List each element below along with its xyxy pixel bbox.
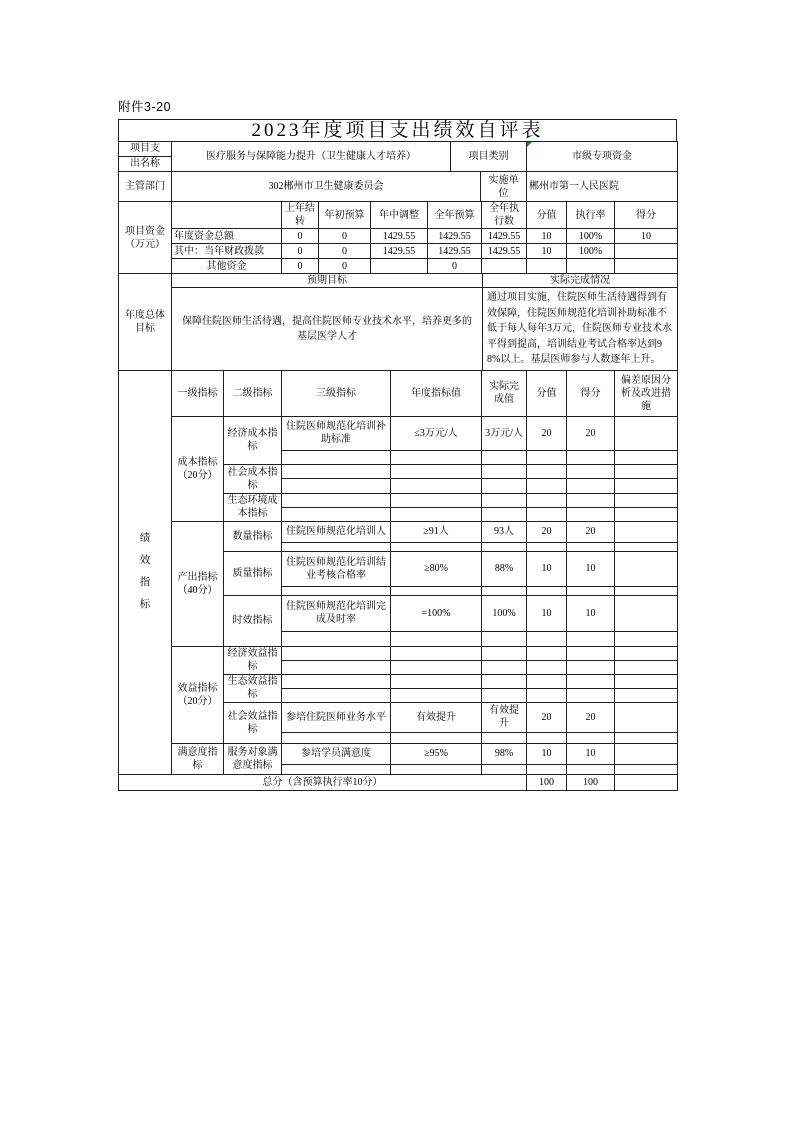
empty-cell xyxy=(391,586,482,595)
funding-cell: 1429.55 xyxy=(428,244,482,259)
score-max-cell: 20 xyxy=(527,416,567,450)
funding-cell: 10 xyxy=(527,229,567,244)
empty-cell xyxy=(482,660,527,674)
level2-indicator-timeliness: 时效指标 xyxy=(224,595,282,646)
annual-target-cell: ≥95% xyxy=(391,743,482,764)
empty-cell xyxy=(527,586,567,595)
funding-cell: 0 xyxy=(282,229,319,244)
actual-value-cell: 100% xyxy=(482,595,527,631)
empty-cell xyxy=(615,586,678,595)
empty-cell xyxy=(567,478,615,493)
score-earned-cell: 20 xyxy=(567,521,615,542)
empty-cell xyxy=(615,450,678,464)
empty-cell xyxy=(527,464,567,478)
empty-cell xyxy=(282,450,391,464)
empty-cell xyxy=(527,674,567,688)
funding-table xyxy=(118,201,678,274)
score-max-cell: 10 xyxy=(527,743,567,764)
empty-cell xyxy=(615,646,678,660)
score-earned-cell: 10 xyxy=(567,595,615,631)
perf-col-header-level3: 三级指标 xyxy=(282,370,391,416)
empty-cell xyxy=(391,493,482,507)
empty-cell xyxy=(567,660,615,674)
empty-cell xyxy=(527,478,567,493)
empty-cell xyxy=(615,507,678,521)
empty-cell xyxy=(567,646,615,660)
empty-cell xyxy=(391,660,482,674)
level3-indicator-cell: 住院医师规范化培训结业考核合格率 xyxy=(282,551,391,586)
funding-cell: 1429.55 xyxy=(482,244,527,259)
empty-cell xyxy=(615,732,678,743)
empty-cell xyxy=(567,507,615,521)
empty-cell xyxy=(482,450,527,464)
funding-cell: 1429.55 xyxy=(428,229,482,244)
level2-indicator-env-benefit: 生态效益指标 xyxy=(224,674,282,702)
empty-cell xyxy=(527,688,567,702)
empty-cell xyxy=(615,478,678,493)
project-name-label-line2: 出名称 xyxy=(130,158,160,169)
perf-section-label-text: 绩效指标 xyxy=(139,533,151,610)
funding-col-header-carryover: 上年结转 xyxy=(282,202,319,229)
funding-col-header-annual-budget: 全年预算 xyxy=(428,202,482,229)
project-name-label xyxy=(119,142,172,172)
deviation-cell xyxy=(615,551,678,586)
empty-cell xyxy=(482,732,527,743)
score-max-cell: 20 xyxy=(527,521,567,542)
empty-cell xyxy=(527,764,567,774)
funding-cell: 10 xyxy=(527,244,567,259)
perf-col-header-score-max: 分值 xyxy=(527,370,567,416)
empty-cell xyxy=(391,674,482,688)
perf-col-header-annual-target: 年度指标值 xyxy=(391,370,482,416)
deviation-cell xyxy=(615,774,678,790)
annual-target-cell: 有效提升 xyxy=(391,702,482,732)
empty-cell xyxy=(391,464,482,478)
empty-cell xyxy=(527,732,567,743)
funding-cell: 10 xyxy=(615,229,678,244)
unit-label: 实施单位 xyxy=(481,172,527,202)
score-earned-cell: 10 xyxy=(567,551,615,586)
funding-cell xyxy=(371,259,428,274)
deviation-cell xyxy=(615,416,678,450)
empty-cell xyxy=(567,674,615,688)
empty-cell xyxy=(527,507,567,521)
annual-target-cell: ≤3万元/人 xyxy=(391,416,482,450)
level2-indicator-quality: 质量指标 xyxy=(224,551,282,595)
performance-table xyxy=(118,370,678,791)
level2-indicator-eco-cost: 经济成本指标 xyxy=(224,416,282,464)
total-row-label: 总分（含预算执行率10分） xyxy=(119,774,527,790)
empty-cell xyxy=(391,542,482,551)
annual-target-cell: ≥80% xyxy=(391,551,482,586)
empty-cell xyxy=(567,631,615,646)
empty-cell xyxy=(482,493,527,507)
empty-cell xyxy=(527,631,567,646)
empty-cell xyxy=(482,688,527,702)
deviation-cell xyxy=(615,702,678,732)
empty-cell xyxy=(282,464,391,478)
actual-goal-text: 通过项目实施，住院医师生活待遇得到有效保障，住院医师规范化培训补助标准不低于每人每年3万元，住院医师专业技术水平得到提高，培训结业考试合格率达到98%以上。基层医师参与人数逐年上升。 xyxy=(483,288,678,371)
form-title: 2023年度项目支出绩效自评表 xyxy=(118,119,677,142)
funding-section-label: 项目资金（万元） xyxy=(119,202,172,274)
funding-cell: 0 xyxy=(282,244,319,259)
empty-cell xyxy=(482,631,527,646)
empty-cell xyxy=(527,450,567,464)
actual-value-cell: 93人 xyxy=(482,521,527,542)
empty-cell xyxy=(482,542,527,551)
funding-cell: 0 xyxy=(282,259,319,274)
empty-cell xyxy=(567,493,615,507)
funding-cell: 0 xyxy=(319,244,371,259)
level1-indicator-satisfaction: 满意度指标 xyxy=(172,743,224,774)
attachment-label: 附件3-20 xyxy=(118,100,172,114)
empty-cell xyxy=(391,507,482,521)
empty-cell xyxy=(615,542,678,551)
funding-row-label-total: 年度资金总额 xyxy=(172,229,282,244)
funding-row-label-other: 其他资金 xyxy=(172,259,282,274)
empty-cell xyxy=(482,764,527,774)
funding-cell xyxy=(482,259,527,274)
empty-cell xyxy=(391,478,482,493)
deviation-cell xyxy=(615,595,678,631)
empty-cell xyxy=(482,478,527,493)
empty-cell xyxy=(567,450,615,464)
empty-cell xyxy=(172,202,282,229)
empty-cell xyxy=(567,688,615,702)
level3-indicator-cell: 参培学员满意度 xyxy=(282,743,391,764)
level3-indicator-cell: 住院医师规范化培训补助标准 xyxy=(282,416,391,450)
empty-cell xyxy=(482,464,527,478)
empty-cell xyxy=(527,542,567,551)
empty-cell xyxy=(282,764,391,774)
funding-col-header-score-max: 分值 xyxy=(527,202,567,229)
perf-col-header-deviation: 偏差原因分析及改进措施 xyxy=(615,370,678,416)
actual-value-cell: 98% xyxy=(482,743,527,764)
funding-cell xyxy=(567,259,615,274)
empty-cell xyxy=(615,764,678,774)
funding-col-header-execution-rate: 执行率 xyxy=(567,202,615,229)
funding-cell: 0 xyxy=(319,259,371,274)
empty-cell xyxy=(527,646,567,660)
score-earned-cell: 10 xyxy=(567,743,615,764)
perf-col-header-score: 得分 xyxy=(567,370,615,416)
level3-indicator-cell: 参培住院医师业务水平 xyxy=(282,702,391,732)
level2-indicator-eco-env-cost: 生态环境成本指标 xyxy=(224,493,282,521)
empty-cell xyxy=(282,688,391,702)
empty-cell xyxy=(282,631,391,646)
green-triangle-marker xyxy=(527,142,532,147)
level1-indicator-output: 产出指标（40分） xyxy=(172,521,224,646)
funding-cell: 100% xyxy=(567,244,615,259)
empty-cell xyxy=(391,631,482,646)
project-category-text: 市级专项资金 xyxy=(572,151,632,162)
level2-indicator-social-benefit: 社会效益指标 xyxy=(224,702,282,743)
level1-indicator-benefit: 效益指标（20分） xyxy=(172,646,224,743)
dept-label: 主管部门 xyxy=(119,172,172,202)
empty-cell xyxy=(282,586,391,595)
perf-col-header-level2: 二级指标 xyxy=(224,370,282,416)
score-max-cell: 10 xyxy=(527,551,567,586)
score-earned-cell: 20 xyxy=(567,416,615,450)
funding-cell: 1429.55 xyxy=(371,229,428,244)
empty-cell xyxy=(567,542,615,551)
funding-col-header-midyear-adjust: 年中调整 xyxy=(371,202,428,229)
funding-cell xyxy=(527,259,567,274)
empty-cell xyxy=(391,688,482,702)
empty-cell xyxy=(391,450,482,464)
funding-col-header-annual-executed: 全年执行数 xyxy=(482,202,527,229)
funding-cell: 1429.55 xyxy=(482,229,527,244)
empty-cell xyxy=(482,586,527,595)
dept-value: 302郴州市卫生健康委员会 xyxy=(172,172,481,202)
info-table xyxy=(118,141,678,202)
empty-cell xyxy=(282,674,391,688)
funding-cell: 0 xyxy=(428,259,482,274)
project-category-label: 项目类别 xyxy=(451,142,527,172)
deviation-cell xyxy=(615,743,678,764)
empty-cell xyxy=(482,507,527,521)
total-earned-cell: 100 xyxy=(567,774,615,790)
unit-value: 郴州市第一人民医院 xyxy=(527,172,678,202)
score-max-cell: 20 xyxy=(527,702,567,732)
perf-col-header-level1: 一级指标 xyxy=(172,370,224,416)
annual-target-cell: =100% xyxy=(391,595,482,631)
level3-indicator-cell: 住院医师规范化培训人 xyxy=(282,521,391,542)
project-name-value: 医疗服务与保障能力提升（卫生健康人才培养） xyxy=(172,142,451,172)
goal-section-label: 年度总体目标 xyxy=(119,274,172,371)
empty-cell xyxy=(567,464,615,478)
score-max-cell: 10 xyxy=(527,595,567,631)
empty-cell xyxy=(615,688,678,702)
funding-cell: 1429.55 xyxy=(371,244,428,259)
deviation-cell xyxy=(615,521,678,542)
funding-cell: 100% xyxy=(567,229,615,244)
empty-cell xyxy=(391,646,482,660)
project-name-label-line1: 项目支 xyxy=(119,142,171,157)
funding-cell: 0 xyxy=(319,229,371,244)
empty-cell xyxy=(567,764,615,774)
score-earned-cell: 20 xyxy=(567,702,615,732)
goal-table xyxy=(118,273,678,371)
empty-cell xyxy=(615,493,678,507)
actual-value-cell: 3万元/人 xyxy=(482,416,527,450)
empty-cell xyxy=(282,493,391,507)
expected-goal-header: 预期目标 xyxy=(172,274,483,288)
empty-cell xyxy=(282,646,391,660)
actual-value-cell: 88% xyxy=(482,551,527,586)
expected-goal-text: 保障住院医师生活待遇，提高住院医师专业技术水平，培养更多的基层医学人才 xyxy=(172,288,483,371)
empty-cell xyxy=(615,674,678,688)
level2-indicator-social-cost: 社会成本指标 xyxy=(224,464,282,493)
total-score-cell: 100 xyxy=(527,774,567,790)
empty-cell xyxy=(282,732,391,743)
annual-target-cell: ≥91人 xyxy=(391,521,482,542)
empty-cell xyxy=(482,674,527,688)
level2-indicator-service-satisfaction: 服务对象满意度指标 xyxy=(224,743,282,774)
empty-cell xyxy=(282,478,391,493)
empty-cell xyxy=(527,493,567,507)
funding-col-header-score: 得分 xyxy=(615,202,678,229)
actual-value-cell: 有效提升 xyxy=(482,702,527,732)
empty-cell xyxy=(527,660,567,674)
empty-cell xyxy=(282,507,391,521)
level2-indicator-eco-benefit: 经济效益指标 xyxy=(224,646,282,674)
level3-indicator-cell: 住院医师规范化培训完成及时率 xyxy=(282,595,391,631)
empty-cell xyxy=(482,646,527,660)
empty-cell xyxy=(391,732,482,743)
empty-cell xyxy=(615,660,678,674)
empty-cell xyxy=(567,732,615,743)
level1-indicator-cost: 成本指标（20分） xyxy=(172,416,224,521)
funding-col-header-initial-budget: 年初预算 xyxy=(319,202,371,229)
empty-cell xyxy=(391,764,482,774)
perf-col-header-actual: 实际完成值 xyxy=(482,370,527,416)
funding-row-label-fiscal: 其中：当年财政拨款 xyxy=(172,244,282,259)
empty-cell xyxy=(615,464,678,478)
empty-cell xyxy=(282,542,391,551)
project-category-value xyxy=(527,142,678,172)
perf-section-label xyxy=(119,370,172,774)
empty-cell xyxy=(282,660,391,674)
funding-cell xyxy=(615,259,678,274)
empty-cell xyxy=(615,631,678,646)
actual-goal-header: 实际完成情况 xyxy=(483,274,678,288)
level2-indicator-quantity: 数量指标 xyxy=(224,521,282,551)
empty-cell xyxy=(567,586,615,595)
self-evaluation-form xyxy=(118,119,677,791)
funding-cell xyxy=(615,244,678,259)
